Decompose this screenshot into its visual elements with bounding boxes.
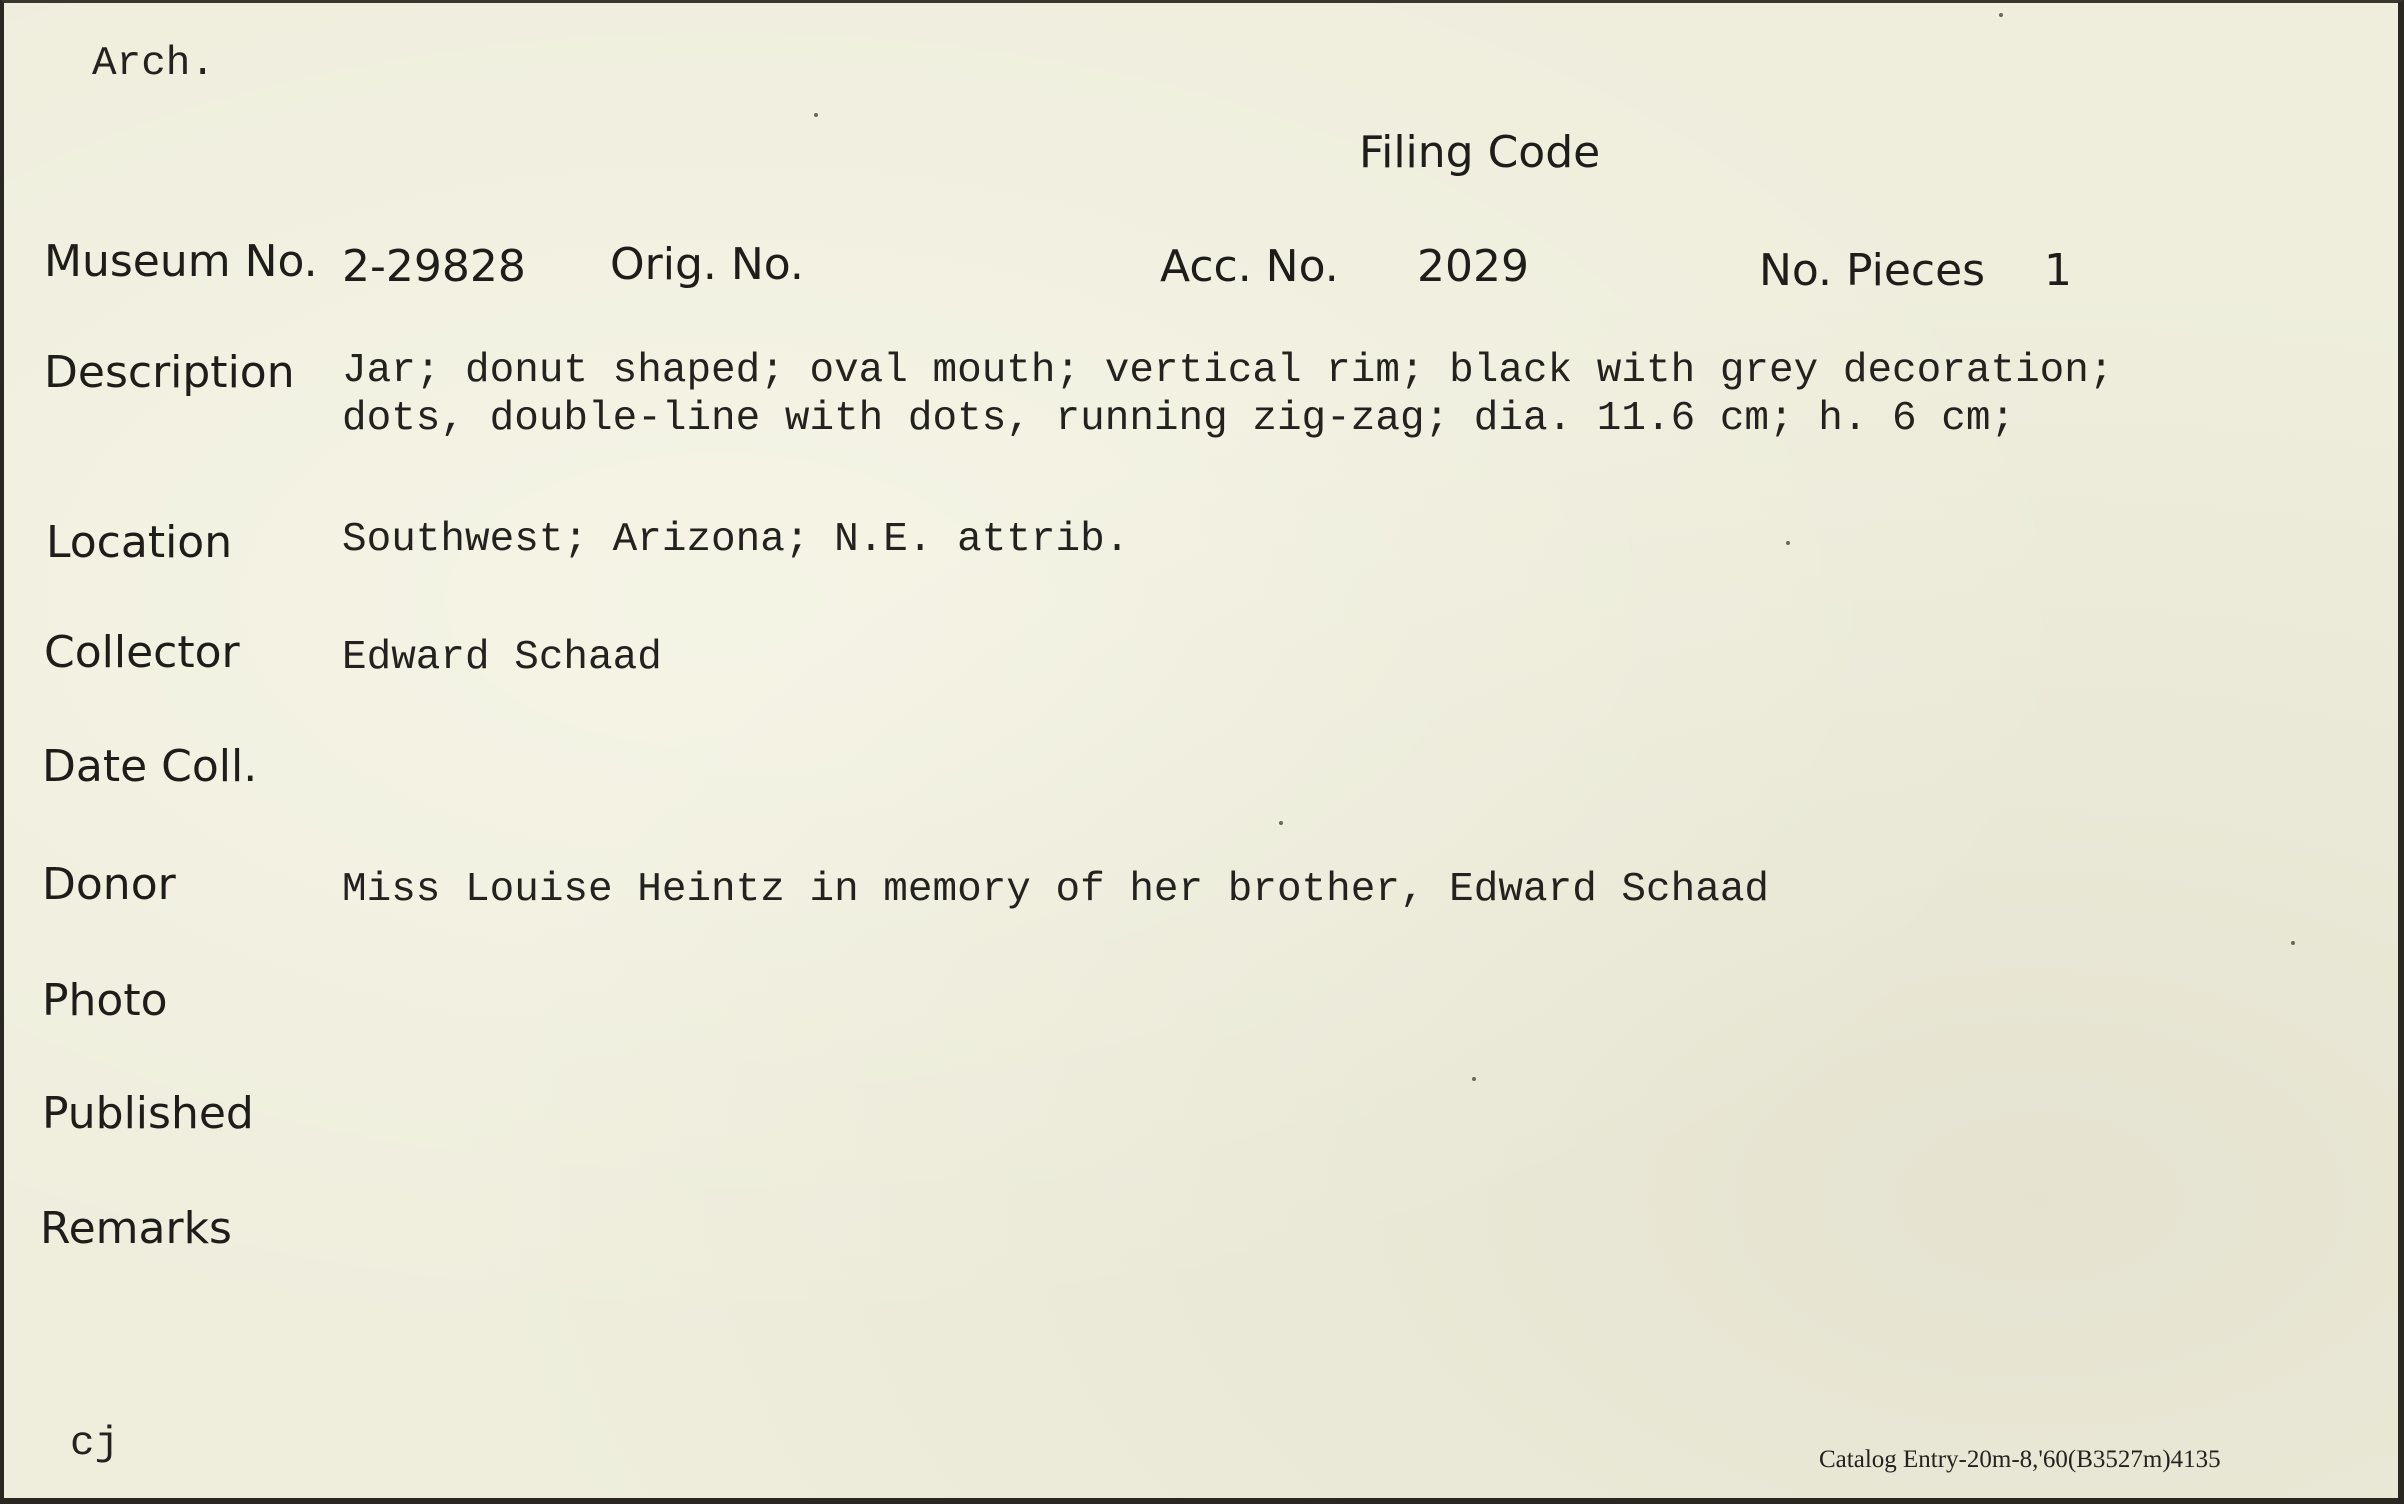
description-line-1: Jar; donut shaped; oval mouth; vertical rim; black with grey decoration; — [342, 348, 2114, 394]
paper-speck — [2291, 941, 2295, 945]
remarks-label: Remarks — [40, 1203, 232, 1254]
photo-label: Photo — [42, 975, 168, 1026]
no-pieces-value: 1 — [2044, 245, 2072, 296]
collector-label: Collector — [44, 627, 240, 678]
paper-speck — [1472, 1077, 1476, 1081]
filing-code-label: Filing Code — [1359, 127, 1601, 178]
donor-value: Miss Louise Heintz in memory of her brother, Edward Schaad — [342, 867, 1770, 913]
paper-speck — [1279, 821, 1283, 825]
date-coll-label: Date Coll. — [42, 741, 258, 792]
location-value: Southwest; Arizona; N.E. attrib. — [342, 517, 1130, 563]
paper-speck — [1999, 13, 2003, 17]
no-pieces-label: No. Pieces — [1759, 245, 1986, 296]
description-label: Description — [44, 347, 295, 398]
catalog-footer: Catalog Entry-20m-8,'60(B3527m)4135 — [1819, 1446, 2221, 1473]
donor-label: Donor — [42, 859, 176, 910]
paper-speck — [1786, 541, 1790, 545]
collector-value: Edward Schaad — [342, 635, 662, 681]
museum-no-value: 2-29828 — [342, 241, 526, 292]
orig-no-label: Orig. No. — [610, 239, 804, 290]
location-label: Location — [46, 517, 233, 568]
cataloger-initials: cj — [70, 1421, 120, 1467]
acc-no-value: 2029 — [1417, 241, 1529, 292]
description-line-2: dots, double-line with dots, running zig-zag; dia. 11.6 cm; h. 6 cm; — [342, 396, 2016, 442]
acc-no-label: Acc. No. — [1160, 241, 1339, 292]
published-label: Published — [42, 1088, 254, 1139]
museum-no-label: Museum No. — [44, 236, 318, 287]
department-code: Arch. — [92, 41, 216, 87]
paper-speck — [814, 113, 818, 117]
